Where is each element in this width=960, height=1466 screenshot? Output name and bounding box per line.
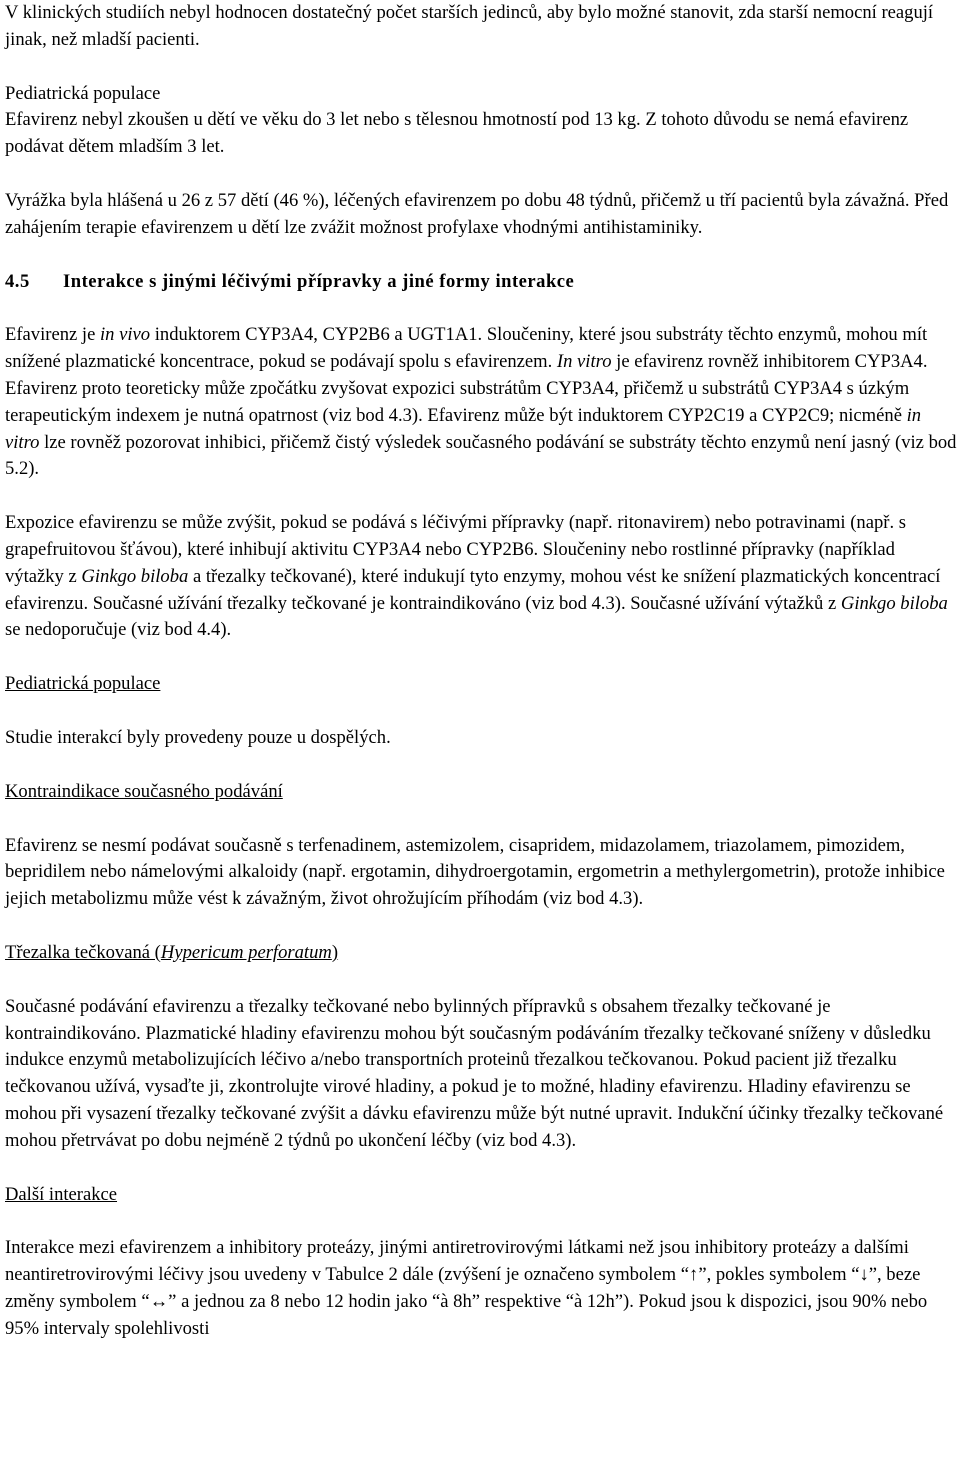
paragraph-rash: Vyrážka byla hlášená u 26 z 57 dětí (46 %), léčených efavirenzem po dobu 48 týdnů, přičemž u tří pacientů byla závažná. Před zahájením terapie efavirenzem u dětí lze zvážit možnost profylaxe vhodnými antihistaminiky. [5,189,949,238]
paragraph-contraindication: Efavirenz se nesmí podávat současně s terfenadinem, astemizolem, cisapridem, midazolamem, triazolamem, pimozidem, bepridilem nebo námelovými alkaloidy (např. ergotamin, dihydroergotamin, ergometrin a methylergometrin), protože inhibice jejich metabolizmu může vést k závažným, život ohrožujícím příhodám (viz bod 4.3). [5,834,945,910]
italic-run: Ginkgo biloba [81,565,189,587]
st-johns-wort-heading [5,940,957,967]
paragraph-other-interactions: Interakce mezi efavirenzem a inhibitory proteázy, jinými antiretrovirovými látkami než jsou inhibitory proteázy a dalšími neantiretrovirovými léčivy jsou uvedeny v Tabulce 2 dále (zvýšení je označeno symbolem “↑”, pokles symbolem “↓”, beze změny symbolem “↔” a jednou za 8 nebo 12 hodin jako “à 8h” respektive “à 12h”). Pokud jsou k dispozici, jsou 90% nebo 95% intervaly spolehlivosti [5,1237,928,1339]
text-run: se nedoporučuje (viz bod 4.4). [5,619,232,641]
text-run: ) [331,941,339,963]
text-run: je efavirenz rovněž inhibitorem CYP3A4. Efavirenz proto teoreticky může zpočátku zvyšovat expozici substrátům CYP3A4, přičemž u substrátů CYP3A4 s úzkým terapeutickým indexem je nutná opatrnost (viz bod 4.3). Efavirenz může být induktorem CYP2C19 a CYP2C9; nicméně [5,351,928,426]
text-run: Expozice efavirenzu se může zvýšit, pokud se podává s léčivými přípravky (např. ritonavirem) nebo potravinami (např. s grapefruitovou šťávou), které inhibují aktivitu CYP3A4 nebo CYP2B6. Sloučeniny nebo rostlinné přípravky (například výtažky z [5,512,906,587]
paragraph-st-johns-wort: Současné podávání efavirenzu a třezalky tečkované nebo bylinných přípravků s obsahem třezalky tečkované je kontraindikováno. Plazmatické hladiny efavirenzu mohou být současným podáváním třezalky tečkované sníženy v důsledku indukce enzymů metabolizujících léčivo a/nebo transportních proteinů třezalkou tečkovanou. Pokud pacient již třezalku tečkovanou užívá, vysaďte ji, zkontrolujte virové hladiny, a pokud je to možné, hladiny efavirenzu. Hladiny efavirenzu se mohou při vysazení třezalky tečkované zvýšit a dávku efavirenzu může být nutné upravit. Indukční účinky třezalky tečkované mohou přetrvávat po dobu nejméně 2 týdnů po ukončení léčby (viz bod 4.3). [5,995,944,1151]
pediatric-heading-2: Pediatrická populace [5,673,161,695]
italic-run: Ginkgo biloba [840,592,948,614]
other-interactions-heading: Další interakce [5,1183,118,1205]
italic-run: Hypericum perforatum [160,941,332,963]
section-number: 4.5 [5,270,30,292]
text-run: induktorem CYP3A4, CYP2B6 a UGT1A1. Sloučeniny, které jsou substráty těchto enzymů, mohou mít snížené plazmatické koncentrace, pokud se podávají spolu s efavirenzem. [5,324,928,373]
paragraph-pediatric-age: Efavirenz nebyl zkoušen u dětí ve věku do 3 let nebo s tělesnou hmotností pod 13 kg. Z tohoto důvodu se nemá efavirenz podávat dětem mladším 3 let. [5,109,909,158]
paragraph-exposure [5,510,957,644]
paragraph-elderly: V klinických studiích nebyl hodnocen dostatečný počet starších jedinců, aby bylo možné stanovit, zda starší nemocní reagují jinak, než mladší pacienti. [5,2,934,50]
paragraph-pediatric-studies: Studie interakcí byly provedeny pouze u dospělých. [5,726,391,748]
italic-run: In vitro [556,351,612,373]
section-heading [5,269,957,296]
document-page [5,0,957,1342]
italic-run: in vivo [99,324,151,346]
paragraph-inductor [5,322,957,483]
contraindication-heading: Kontraindikace současného podávání [5,780,283,802]
pediatric-heading: Pediatrická populace [5,82,161,104]
text-run: Třezalka tečkovaná ( [5,941,161,963]
section-title: Interakce s jinými léčivými přípravky a jiné formy interakce [63,270,575,292]
text-run: lze rovněž pozorovat inhibici, přičemž čistý výsledek současného podávání se substráty těchto enzymů není jasný (viz bod 5.2). [5,431,957,480]
text-run: a třezalky tečkované), které indukují tyto enzymy, mohou vést ke snížení plazmatických koncentrací efavirenzu. Současné užívání třezalky tečkované je kontraindikováno (viz bod 4.3). Současné užívání výtažků z [5,565,941,614]
text-run: Efavirenz je [5,324,100,346]
italic-run: in vitro [5,404,922,453]
